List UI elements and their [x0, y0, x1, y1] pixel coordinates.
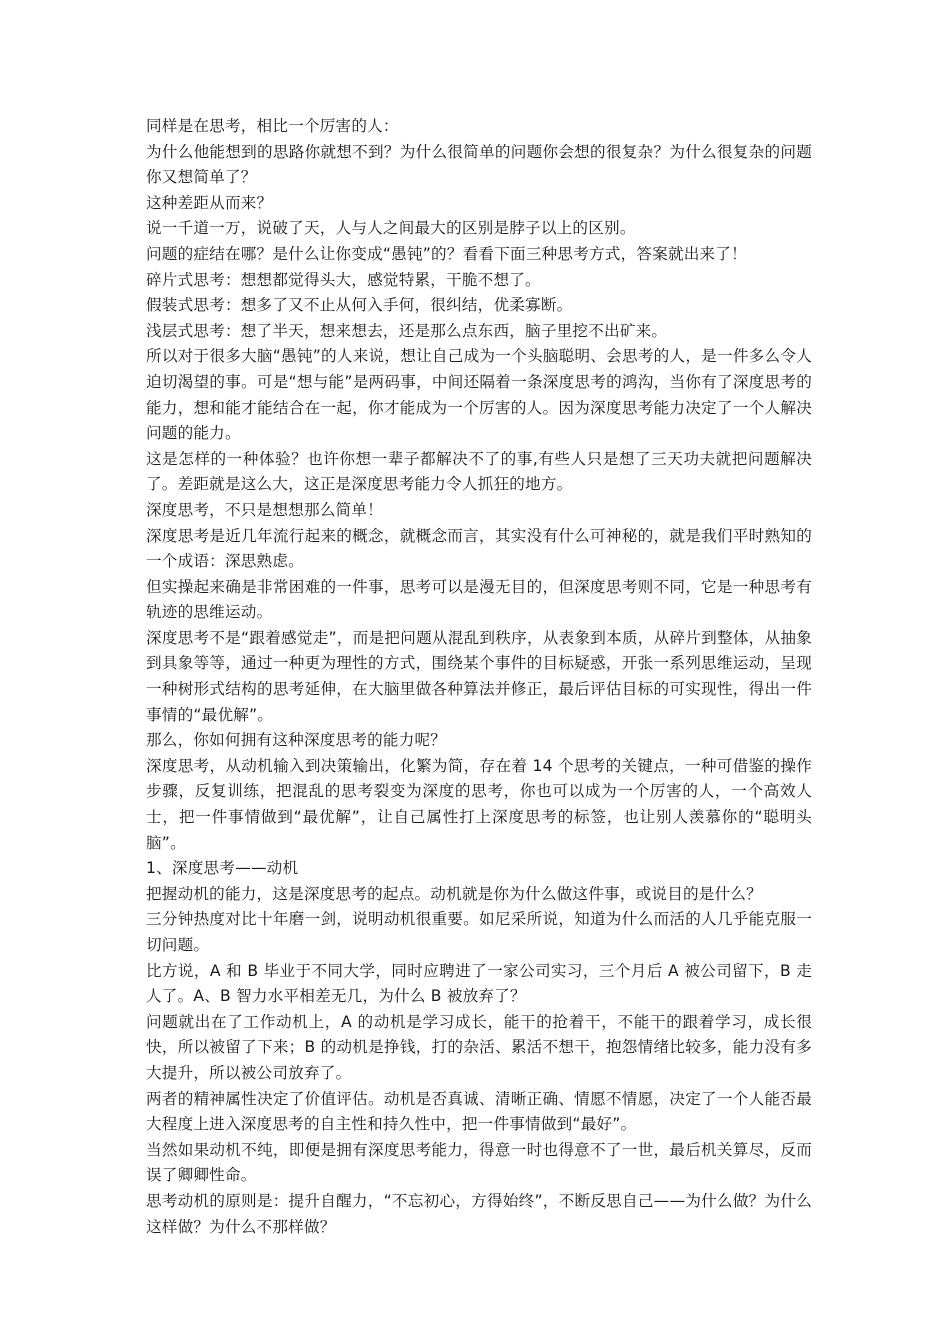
paragraph-24: 思考动机的原则是：提升自醒力，“不忘初心，方得始终”，不断反思自己——为什么做？为什么这样做？为什么不那样做？ — [146, 1191, 812, 1236]
paragraph-13: 但实操起来确是非常困难的一件事，思考可以是漫无目的，但深度思考则不同，它是一种思考有轨迹的思维运动。 — [146, 577, 812, 622]
paragraph-8: 浅层式思考：想了半天，想来想去，还是那么点东西，脑子里挖不出矿来。 — [146, 321, 668, 340]
paragraph-15: 那么，你如何拥有这种深度思考的能力呢？ — [146, 731, 447, 750]
paragraph-20: 比方说，A 和 B 毕业于不同大学，同时应聘进了一家公司实习，三个月后 A 被公司留下，B 走人了。A、B 智力水平相差无几，为什么 B 被放弃了？ — [146, 961, 812, 1006]
document-page — [146, 114, 812, 1240]
paragraph-1: 同样是在思考，相比一个厉害的人： — [146, 117, 399, 135]
paragraph-21: 问题就出在了工作动机上，A 的动机是学习成长，能干的抢着干，不能干的跟着学习，成长很快，所以被留了下来；B 的动机是挣钱，打的杂活、累活不想干，抱怨情绪比较多，能力没有多大提升，所以被公司放弃了。 — [146, 1012, 812, 1082]
paragraph-6: 碎片式思考：想想都觉得头大，感觉特累，干脆不想了。 — [146, 270, 541, 289]
paragraph-18: 把握动机的能力，这是深度思考的起点。动机就是你为什么做这件事，或说目的是什么？ — [146, 884, 762, 903]
section-heading: 1、深度思考——动机 — [146, 859, 299, 878]
paragraph-7: 假装式思考：想多了又不止从何入手何，很纠结，优柔寡断。 — [146, 296, 573, 315]
paragraph-2: 为什么他能想到的思路你就想不到？为什么很简单的问题你会想的很复杂？为什么很复杂的问题你又想简单了？ — [146, 142, 812, 187]
paragraph-11: 深度思考，不只是想想那么简单！ — [146, 500, 383, 519]
paragraph-23: 当然如果动机不纯，即便是拥有深度思考能力，得意一时也得意不了一世，最后机关算尽，反而误了卿卿性命。 — [146, 1140, 812, 1185]
paragraph-9: 所以对于很多大脑“愚钝”的人来说，想让自己成为一个头脑聪明、会思考的人，是一件多么令人迫切渴望的事。可是“想与能”是两码事，中间还隔着一条深度思考的鸿沟，当你有了深度思考的能力，想和能才能结合在一起，你才能成为一个厉害的人。因为深度思考能力决定了一个人解决问题的能力。 — [146, 347, 812, 443]
paragraph-10: 这是怎样的一种体验？也许你想一辈子都解决不了的事,有些人只是想了三天功夫就把问题解决了。差距就是这么大，这正是深度思考能力令人抓狂的地方。 — [146, 449, 812, 494]
paragraph-22: 两者的精神属性决定了价值评估。动机是否真诚、清晰正确、情愿不情愿，决定了一个人能否最大程度上进入深度思考的自主性和持久性中，把一件事情做到“最好”。 — [146, 1089, 812, 1134]
paragraph-12: 深度思考是近几年流行起来的概念，就概念而言，其实没有什么可神秘的，就是我们平时熟知的一个成语：深思熟虑。 — [146, 526, 812, 571]
paragraph-3: 这种差距从而来？ — [146, 193, 273, 212]
paragraph-5: 问题的症结在哪？是什么让你变成“愚钝”的？看看下面三种思考方式，答案就出来了！ — [146, 244, 747, 263]
paragraph-4: 说一千道一万，说破了天，人与人之间最大的区别是脖子以上的区别。 — [146, 219, 636, 238]
paragraph-19: 三分钟热度对比十年磨一剑，说明动机很重要。如尼采所说，知道为什么而活的人几乎能克服一切问题。 — [146, 910, 812, 954]
paragraph-14: 深度思考不是“跟着感觉走”，而是把问题从混乱到秩序，从表象到本质，从碎片到整体，从抽象到具象等等，通过一种更为理性的方式，围绕某个事件的目标疑惑，开张一系列思维运动，呈现一种树形式结构的思考延伸，在大脑里做各种算法并修正，最后评估目标的可实现性，得出一件事情的“最优解”。 — [146, 628, 812, 724]
paragraph-16: 深度思考，从动机输入到决策输出，化繁为简，存在着 14 个思考的关键点，一种可借鉴的操作步骤，反复训练，把混乱的思考裂变为深度的思考，你也可以成为一个厉害的人，一个高效人士，把一件事情做到“最优解”，让自己属性打上深度思考的标签，也让别人羡慕你的“聪明头脑”。 — [146, 756, 812, 852]
